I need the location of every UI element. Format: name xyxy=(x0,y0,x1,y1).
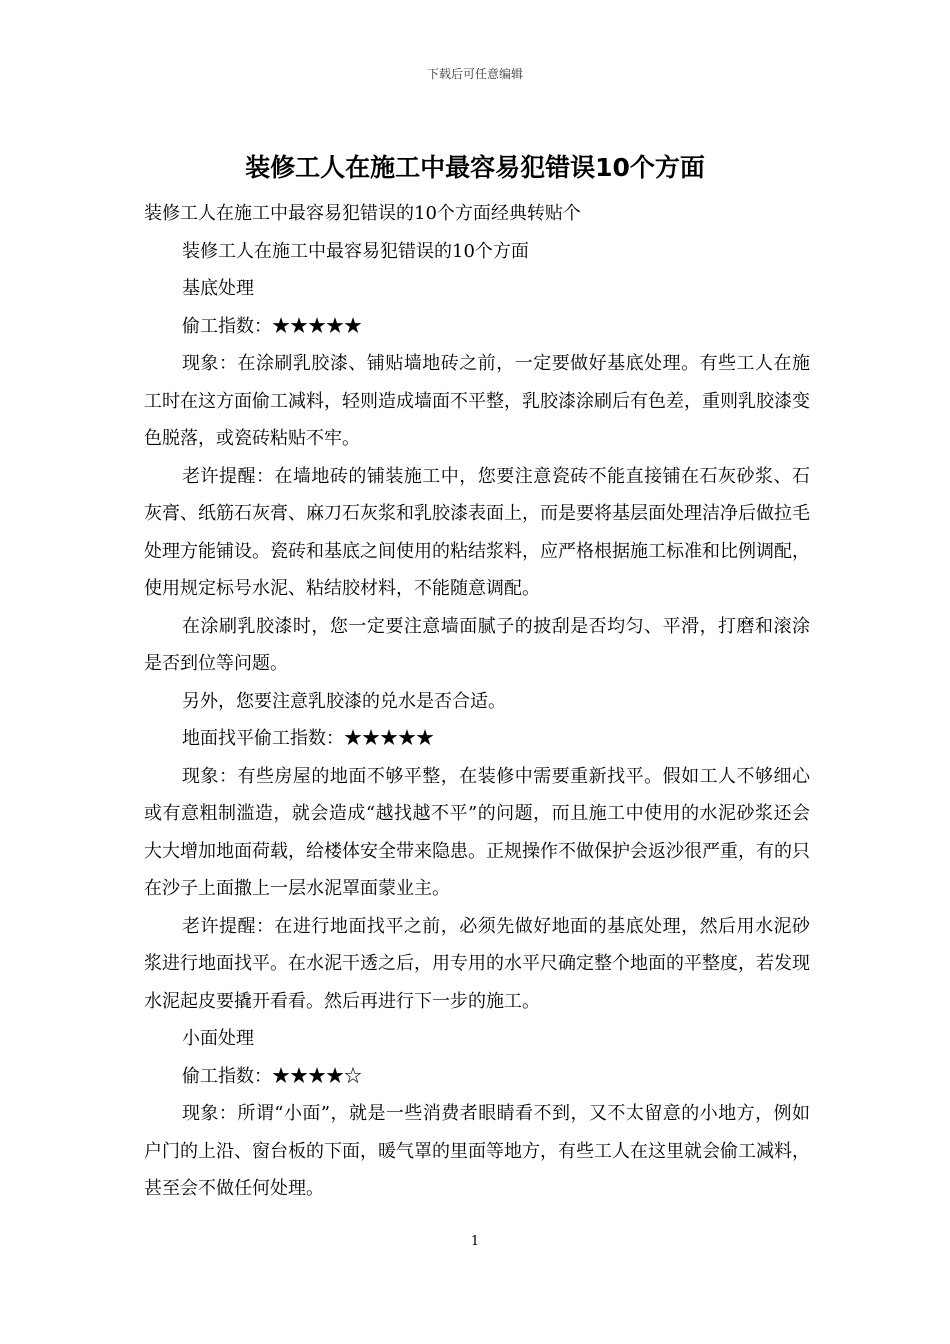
paragraph-floor-tip: 老许提醒：在进行地面找平之前，必须先做好地面的基底处理，然后用水泥砂浆进行地面找平。在水泥干透之后，用专用的水平尺确定整个地面的平整度，若发现水泥起皮要撬开看看。然后再进行下一步的施工。 xyxy=(144,915,810,1012)
paragraph-base-phenomenon: 现象：在涂刷乳胶漆、铺贴墙地砖之前，一定要做好基底处理。有些工人在施工时在这方面偷工减料，轻则造成墙面不平整，乳胶漆涂刷后有色差，重则乳胶漆变色脱落，或瓷砖粘贴不牢。 xyxy=(144,353,810,449)
paragraph-subtitle: 装修工人在施工中最容易犯错误的10个方面 xyxy=(182,240,529,262)
section-heading-floor: 地面找平偷工指数：★★★★★ xyxy=(182,728,434,749)
paragraph-small-surface-phenomenon: 现象：所谓“小面”，就是一些消费者眼睛看不到，又不太留意的小地方，例如户门的上沿、窗台板的下面，暖气罩的里面等地方，有些工人在这里就会偷工减料，甚至会不做任何处理。 xyxy=(144,1103,810,1199)
section-heading-base: 基底处理 xyxy=(182,278,254,299)
page-number: 1 xyxy=(470,1234,480,1249)
paragraph-base-tip: 老许提醒：在墙地砖的铺装施工中，您要注意瓷砖不能直接铺在石灰砂浆、石灰膏、纸筋石灰膏、麻刀石灰浆和乳胶漆表面上，而是要将基层面处理洁净后做拉毛处理方能铺设。瓷砖和基底之间使用的粘结浆料，应严格根据施工标准和比例调配，使用规定标号水泥、粘结胶材料，不能随意调配。 xyxy=(144,465,810,599)
paragraph-floor-phenomenon: 现象：有些房屋的地面不够平整，在装修中需要重新找平。假如工人不够细心或有意粗制滥造，就会造成“越找越不平”的问题，而且施工中使用的水泥砂浆还会大大增加地面荷载，给楼体安全带来隐患。正规操作不做保护会返沙很严重，有的只在沙子上面撒上一层水泥罩面蒙业主。 xyxy=(144,765,810,899)
document-title: 装修工人在施工中最容易犯错误10个方面 xyxy=(245,153,705,182)
document-body xyxy=(144,195,810,1208)
paragraph-intro: 装修工人在施工中最容易犯错误的10个方面经典转贴个 xyxy=(144,203,581,224)
section-heading-small-surface: 小面处理 xyxy=(182,1028,254,1049)
paragraph-paint-water: 另外，您要注意乳胶漆的兑水是否合适。 xyxy=(182,690,506,712)
rating-base: 偷工指数：★★★★★ xyxy=(182,315,362,337)
paragraph-paint-tip: 在涂刷乳胶漆时，您一定要注意墙面腻子的披刮是否均匀、平滑，打磨和滚涂是否到位等问题。 xyxy=(144,615,810,674)
rating-small-surface: 偷工指数：★★★★☆ xyxy=(182,1065,362,1087)
header-note: 下载后可任意编辑 xyxy=(426,67,523,81)
